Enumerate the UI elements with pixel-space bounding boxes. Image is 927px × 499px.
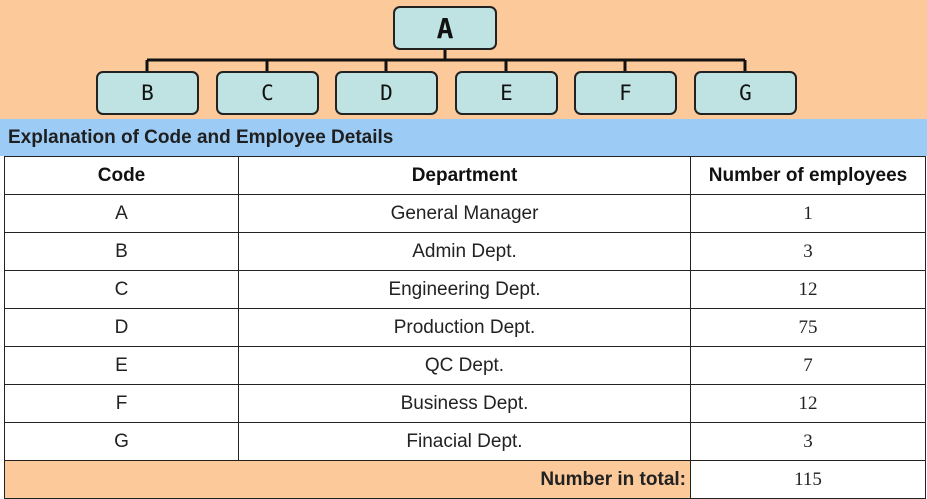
header-code: Code [5, 157, 239, 195]
department-cell: Engineering Dept. [239, 271, 691, 309]
total-row [5, 461, 926, 499]
code-cell: C [5, 271, 239, 309]
table-row [5, 347, 926, 385]
code-cell: F [5, 385, 239, 423]
table-row [5, 195, 926, 233]
employees-cell: 1 [691, 195, 926, 233]
department-cell: Business Dept. [239, 385, 691, 423]
code-cell: D [5, 309, 239, 347]
table-row [5, 271, 926, 309]
table-row [5, 233, 926, 271]
table-row [5, 423, 926, 461]
employees-cell: 7 [691, 347, 926, 385]
department-cell: General Manager [239, 195, 691, 233]
employees-cell: 12 [691, 385, 926, 423]
org-chart [0, 0, 927, 119]
org-node-e: E [455, 71, 558, 115]
header-department: Department [239, 157, 691, 195]
org-node-g: G [694, 71, 797, 115]
org-node-f: F [574, 71, 677, 115]
employee-details-table [4, 156, 926, 499]
table-row [5, 309, 926, 347]
employees-cell: 75 [691, 309, 926, 347]
table-row [5, 385, 926, 423]
table-header-row [5, 157, 926, 195]
total-value: 115 [691, 461, 926, 499]
department-cell: Production Dept. [239, 309, 691, 347]
employees-cell: 3 [691, 423, 926, 461]
code-cell: B [5, 233, 239, 271]
code-cell: E [5, 347, 239, 385]
department-cell: Finacial Dept. [239, 423, 691, 461]
header-employees: Number of employees [691, 157, 926, 195]
org-node-b: B [96, 71, 199, 115]
department-cell: QC Dept. [239, 347, 691, 385]
employees-cell: 3 [691, 233, 926, 271]
org-node-c: C [216, 71, 319, 115]
employees-cell: 12 [691, 271, 926, 309]
total-label: Number in total: [5, 461, 691, 499]
section-title: Explanation of Code and Employee Details [0, 119, 927, 156]
code-cell: A [5, 195, 239, 233]
org-node-root: A [393, 6, 497, 50]
code-cell: G [5, 423, 239, 461]
org-node-d: D [335, 71, 438, 115]
department-cell: Admin Dept. [239, 233, 691, 271]
